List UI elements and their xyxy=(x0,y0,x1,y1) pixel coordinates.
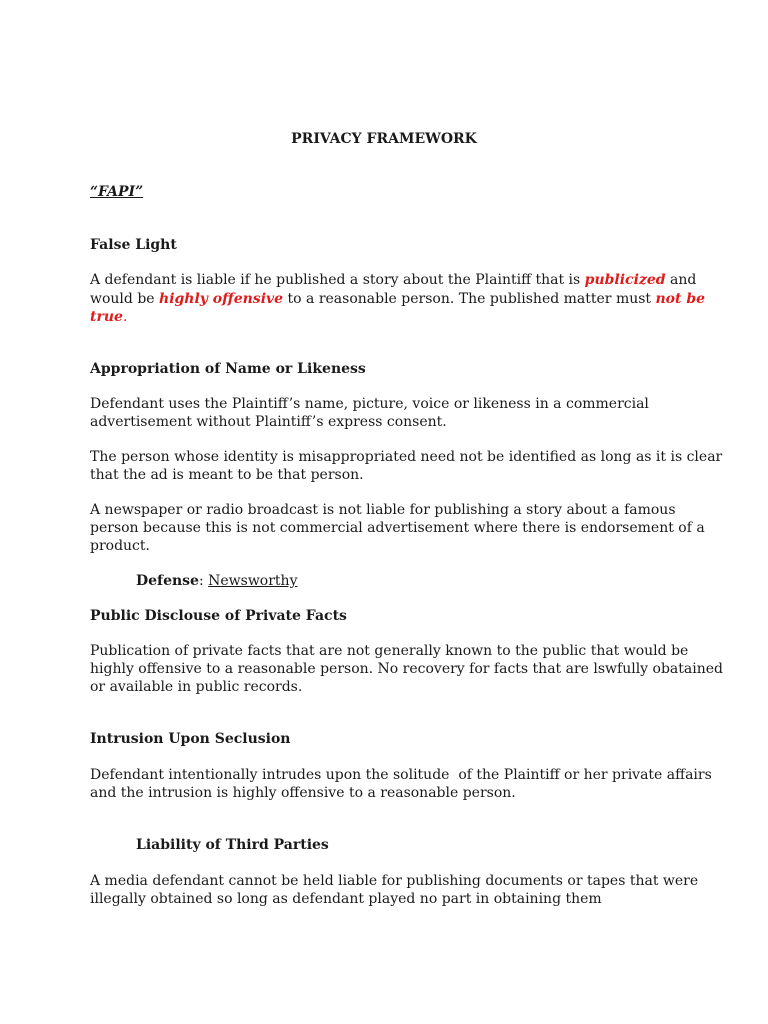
third-parties-heading: Liability of Third Parties xyxy=(136,837,329,853)
appropriation-p1-line-1: Defendant uses the Plaintiff’s name, picture, voice or likeness in a commercial xyxy=(90,396,649,412)
appropriation-p1-line-2: advertisement without Plaintiff’s express consent. xyxy=(90,414,447,430)
intrusion-heading: Intrusion Upon Seclusion xyxy=(90,731,291,747)
text-segment: would be xyxy=(90,291,160,307)
text-segment: and xyxy=(665,272,697,288)
false-light-line-3 xyxy=(90,308,127,326)
public-disclosure-line-3: or available in public records. xyxy=(90,679,303,695)
false-light-line-2 xyxy=(90,290,705,308)
defense-colon: : xyxy=(198,573,209,589)
defense-value: Newsworthy xyxy=(208,573,298,589)
emphasis-true: true xyxy=(90,309,123,325)
appropriation-p2-line-1: The person whose identity is misappropriated need not be identified as long as it is clear xyxy=(90,449,723,465)
intrusion-line-2: and the intrusion is highly offensive to a reasonable person. xyxy=(90,785,516,801)
emphasis-publicized: publicized xyxy=(584,272,666,288)
acronym-heading: “FAPI” xyxy=(90,184,144,200)
appropriation-p3-line-2: person because this is not commercial advertisement where there is endorsement of a xyxy=(90,520,705,536)
appropriation-p2-line-2: that the ad is meant to be that person. xyxy=(90,467,364,483)
document-title: PRIVACY FRAMEWORK xyxy=(291,131,477,147)
public-disclosure-line-1: Publication of private facts that are not generally known to the public that would be xyxy=(90,643,689,659)
appropriation-p3-line-1: A newspaper or radio broadcast is not liable for publishing a story about a famous xyxy=(90,502,676,518)
emphasis-highly-offensive: highly offensive xyxy=(159,291,284,307)
text-segment: A defendant is liable if he published a story about the Plaintiff that is xyxy=(90,272,585,288)
defense-line xyxy=(136,572,297,590)
public-disclosure-heading: Public Disclouse of Private Facts xyxy=(90,608,347,624)
appropriation-heading: Appropriation of Name or Likeness xyxy=(90,361,366,377)
third-parties-line-2: illegally obtained so long as defendant played no part in obtaining them xyxy=(90,891,602,907)
emphasis-not-be: not be xyxy=(655,291,706,307)
third-parties-line-1: A media defendant cannot be held liable for publishing documents or tapes that were xyxy=(90,873,699,889)
false-light-heading: False Light xyxy=(90,237,177,253)
text-segment: . xyxy=(122,309,128,325)
false-light-line-1 xyxy=(90,271,696,289)
intrusion-line-1: Defendant intentionally intrudes upon the solitude of the Plaintiff or her private affairs xyxy=(90,767,712,783)
defense-label: Defense xyxy=(136,573,199,589)
appropriation-p3-line-3: product. xyxy=(90,538,150,554)
text-segment: to a reasonable person. The published matter must xyxy=(283,291,656,307)
public-disclosure-line-2: highly offensive to a reasonable person. No recovery for facts that are lswfully obatained xyxy=(90,661,723,677)
